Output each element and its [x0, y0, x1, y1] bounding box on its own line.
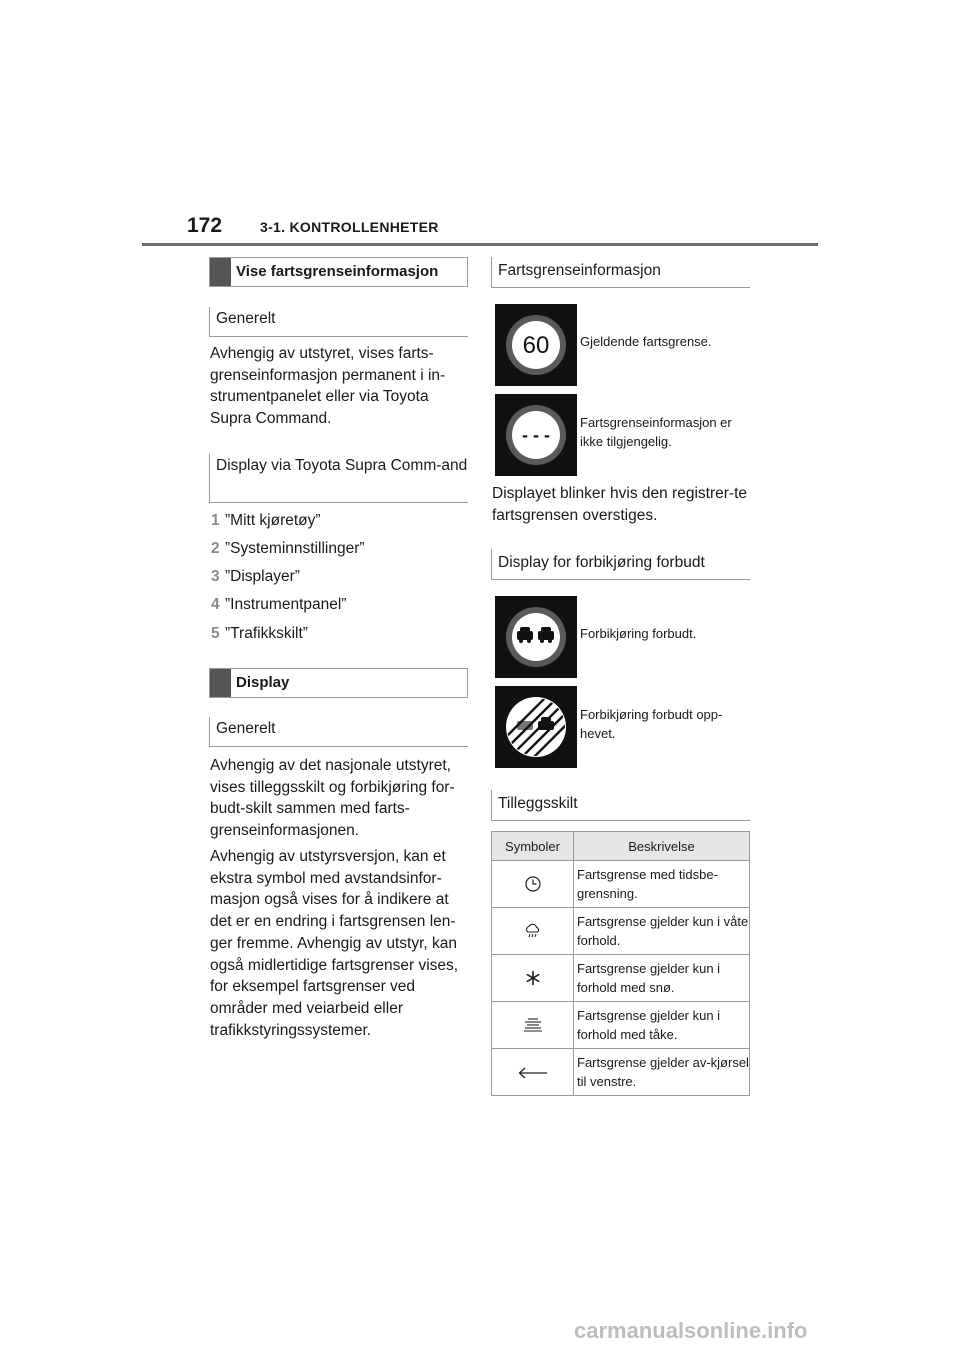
table-cell-symbol [492, 1049, 574, 1096]
paragraph-distance-info: Avhengig av utstyrsversjon, kan et ekstra symbol med avstandsinfor-masjon også vises for å indikere at det er en endring i fartsgrensen len-ger fremme. Avhengig av utstyr, kan også midlertidige fartsgrenser vises, for eksempel fartsgrenser ved områder med veiarbeid eller trafikkstyringssystemer. [210, 848, 459, 1039]
no-overtaking-lifted-sign [495, 686, 577, 768]
paragraph-blink: Displayet blinker hvis den registrer-te fartsgrensen overstiges. [492, 485, 747, 524]
arrow-left-icon [517, 1066, 549, 1080]
table-cell-symbol [492, 955, 574, 1002]
step-number: 1 [211, 512, 220, 529]
step-number: 2 [211, 540, 220, 557]
table-cell-description: Fartsgrense gjelder kun i forhold med tåke. [574, 1002, 750, 1049]
table-row [492, 908, 750, 955]
no-overtaking-icon [495, 596, 577, 678]
subheading-general-2: Generelt [209, 717, 468, 747]
rain-cloud-icon [524, 922, 542, 940]
speed-unavailable-icon [495, 394, 577, 476]
table-cell-symbol [492, 908, 574, 955]
header-rule [142, 243, 818, 246]
paragraph-intro: Avhengig av utstyret, vises farts-grenseinformasjon permanent i in-strumentpanelet eller via Toyota Supra Command. [210, 345, 446, 428]
section-heading-display [209, 668, 468, 698]
table-cell-symbol [492, 1002, 574, 1049]
table-cell-description: Fartsgrense gjelder kun i forhold med snø. [574, 955, 750, 1002]
clock-icon [524, 875, 542, 893]
watermark: carmanualsonline.info [574, 1318, 808, 1343]
table-header-symbols: Symboler [492, 832, 574, 861]
sign-caption-no-overtaking: Forbikjøring forbudt. [580, 626, 697, 641]
supplementary-signs-table [491, 831, 750, 1096]
page-number: 172 [187, 214, 223, 237]
speed-unavailable-value: - - - [522, 425, 550, 445]
section-heading-text: Vise fartsgrenseinformasjon [236, 263, 439, 280]
paragraph-supplementary-signs: Avhengig av det nasjonale utstyret, vises tilleggsskilt og forbikjøring for-budt-skilt sammen med farts-grenseinformasjonen. [210, 757, 455, 840]
section-heading-speed-limit-info [209, 257, 468, 287]
running-title: 3-1. KONTROLLENHETER [260, 219, 439, 235]
table-cell-description: Fartsgrense gjelder kun i våte forhold. [574, 908, 750, 955]
step-item [211, 512, 321, 530]
no-overtaking-sign [495, 596, 577, 678]
sign-caption-no-overtaking-lifted: Forbikjøring forbudt opp-hevet. [580, 707, 723, 741]
table-row [492, 1049, 750, 1096]
step-text: ”Instrumentpanel” [225, 596, 347, 613]
table-cell-symbol [492, 861, 574, 908]
step-text: ”Systeminnstillinger” [225, 540, 365, 557]
subheading-general-1: Generelt [209, 307, 468, 337]
section-bar [210, 258, 231, 286]
table-row [492, 1002, 750, 1049]
table-row [492, 861, 750, 908]
subheading-no-overtaking: Display for forbikjøring forbudt [491, 549, 750, 580]
step-item [211, 625, 308, 643]
speed-limit-sign-60 [495, 304, 577, 386]
fog-icon [523, 1017, 543, 1033]
table-cell-description: Fartsgrense med tidsbe-grensning. [574, 861, 750, 908]
sign-caption-current-limit: Gjeldende fartsgrense. [580, 334, 712, 349]
step-number: 5 [211, 625, 220, 642]
speed-sign-icon [495, 304, 577, 386]
step-item [211, 568, 300, 586]
subheading-speed-limit-info: Fartsgrenseinformasjon [491, 257, 750, 288]
step-number: 3 [211, 568, 220, 585]
speed-limit-unavailable-sign [495, 394, 577, 476]
table-row [492, 955, 750, 1002]
speed-sign-value: 60 [522, 332, 550, 359]
step-item [211, 596, 346, 614]
step-text: ”Mitt kjøretøy” [225, 512, 321, 529]
snowflake-icon [525, 970, 541, 986]
subheading-supplementary: Tilleggsskilt [491, 790, 750, 821]
section-heading-text: Display [236, 674, 290, 691]
sign-caption-unavailable: Fartsgrenseinformasjon er ikke tilgjengelig. [580, 415, 732, 449]
table-header-description: Beskrivelse [574, 832, 750, 861]
table-header-row [492, 832, 750, 861]
table-cell-description: Fartsgrense gjelder av-kjørsel til venstre. [574, 1049, 750, 1096]
step-text: ”Displayer” [225, 568, 300, 585]
section-bar [210, 669, 231, 697]
no-overtaking-lifted-icon [495, 686, 577, 768]
subheading-display-via-command: Display via Toyota Supra Comm-and [209, 454, 468, 503]
step-number: 4 [211, 596, 220, 613]
step-item [211, 540, 365, 558]
step-text: ”Trafikkskilt” [225, 625, 308, 642]
